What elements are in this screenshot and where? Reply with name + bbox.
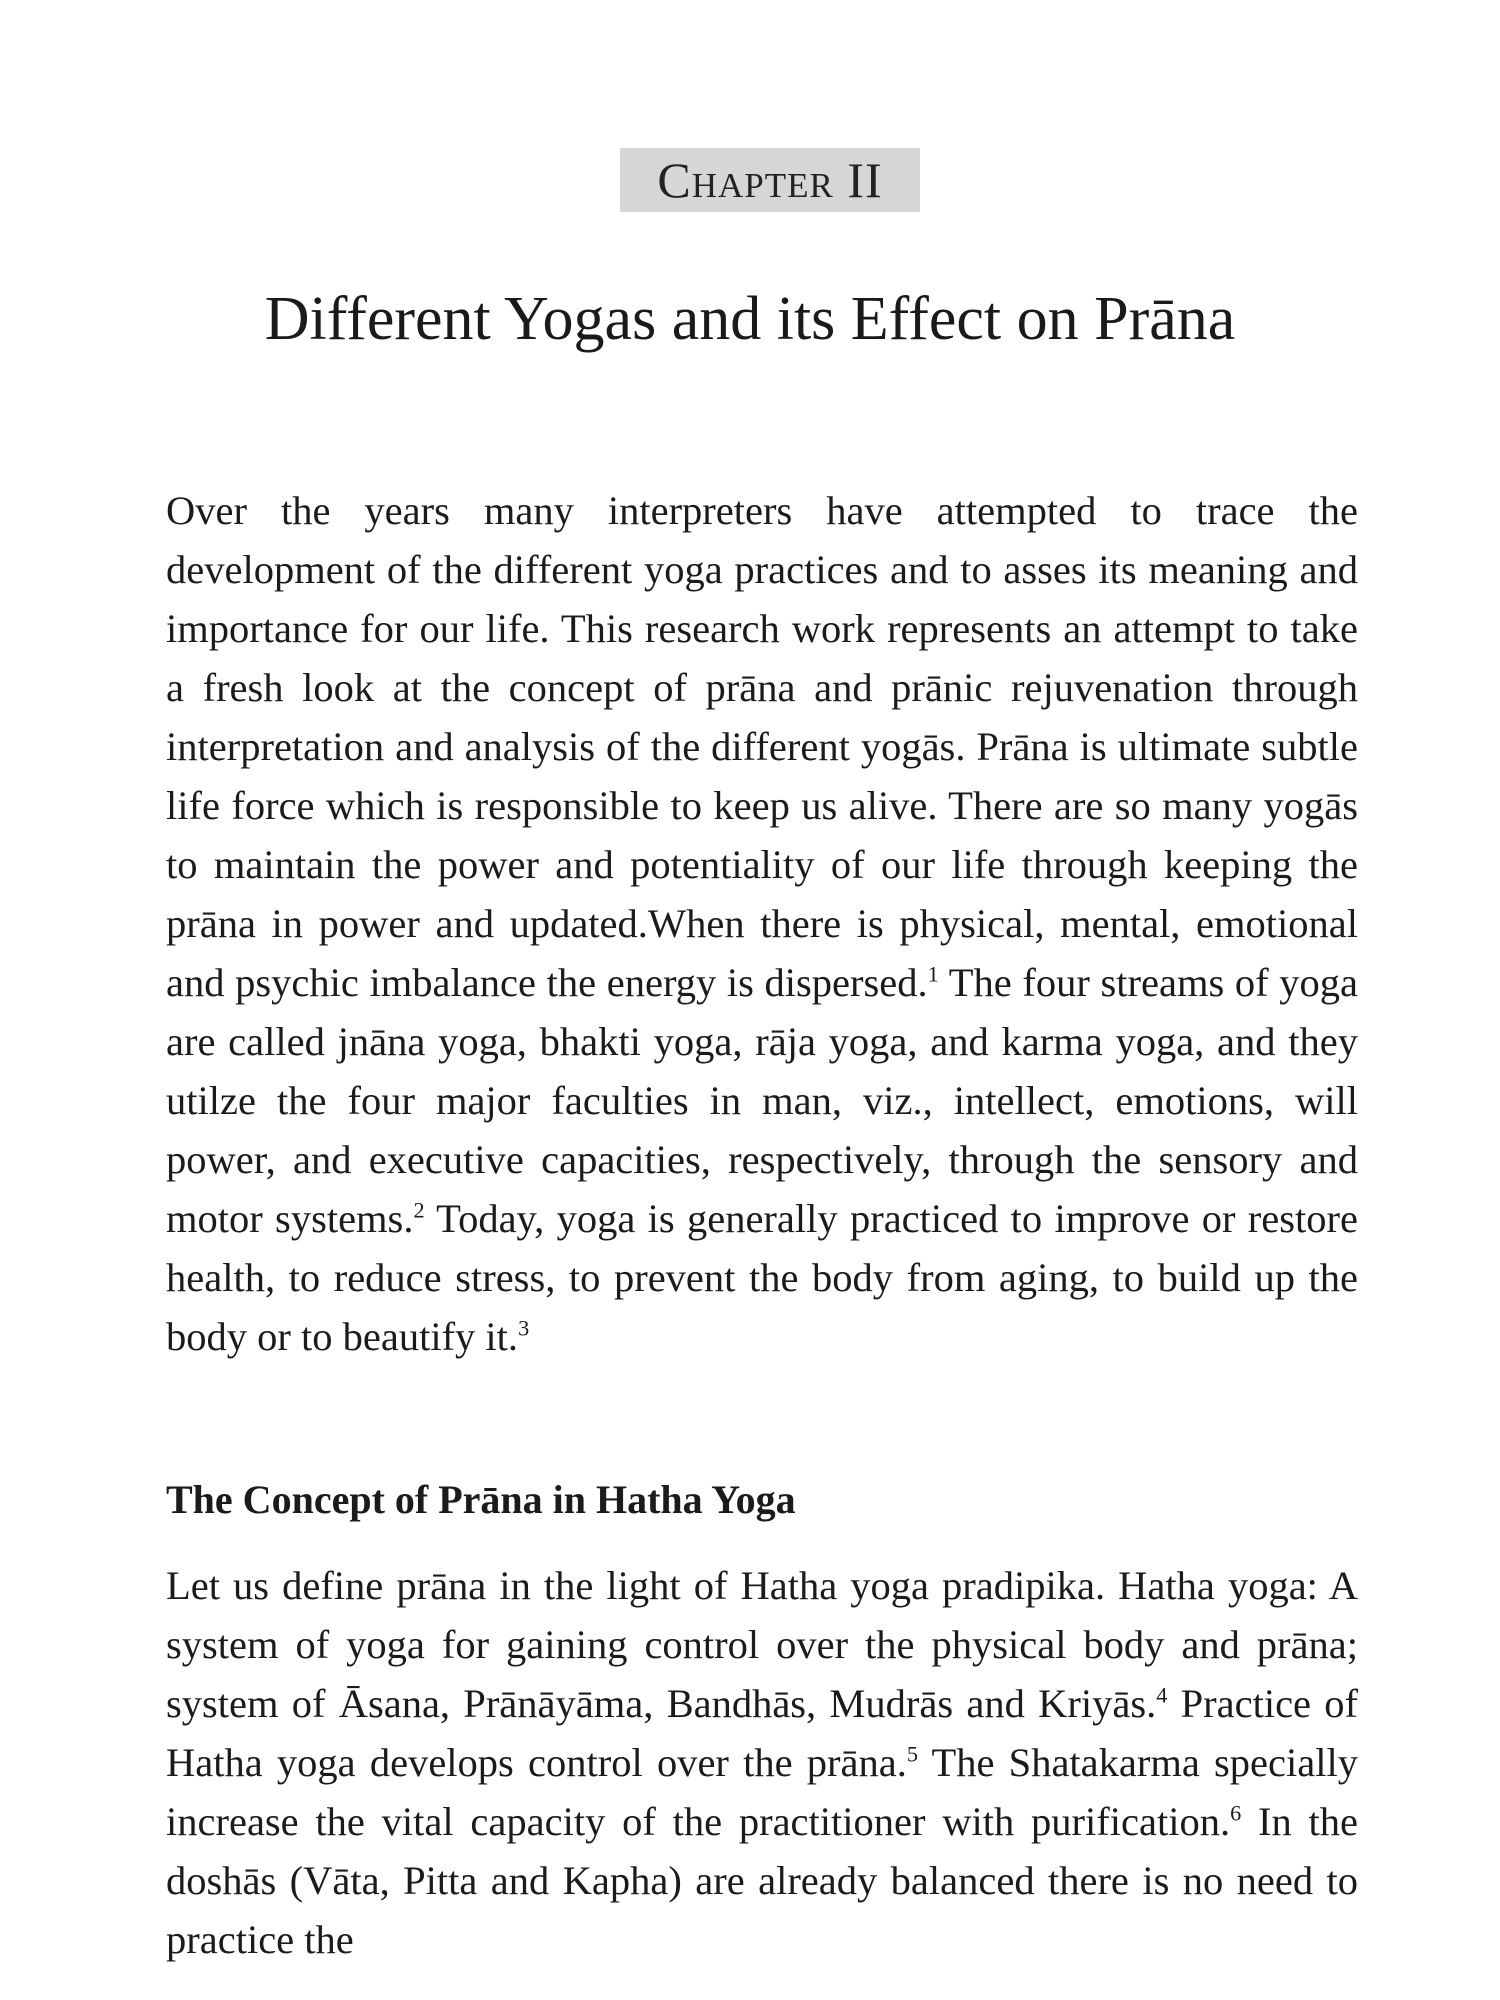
footnote-ref-6: 6 <box>1230 1800 1242 1826</box>
section-text-1: Let us define prāna in the light of Hatha yoga pradipika. Hatha yoga: A system of yoga for gaining control over the physical body and prāna; system of Āsana, Prānāyāma, Bandhās, Mudrās and Kriyās. <box>166 1563 1358 1726</box>
intro-text-2: The four streams of yoga are called jnāna yoga, bhakti yoga, rāja yoga, and karma yoga, and they utilze the four major faculties in man, viz., intellect, emotions, will power, and executive capacities, respectively, through the sensory and motor systems. <box>166 960 1358 1241</box>
section-text-3: The Shatakarma specially increase the vital capacity of the practitioner with purification. <box>166 1740 1358 1844</box>
intro-paragraph <box>166 481 1358 1366</box>
section-text-2: Practice of Hatha yoga develops control over the prāna. <box>166 1681 1358 1785</box>
intro-text-3: Today, yoga is generally practiced to improve or restore health, to reduce stress, to prevent the body from aging, to build up the body or to beautify it. <box>166 1196 1358 1359</box>
intro-text-1: Over the years many interpreters have attempted to trace the development of the different yoga practices and to asses its meaning and importance for our life. This research work represents an attempt to take a fresh look at the concept of prāna and prānic rejuvenation through interpretation and analysis of the different yogās. Prāna is ultimate subtle life force which is responsible to keep us alive. There are so many yogās to maintain the power and potentiality of our life through keeping the prāna in power and updated.When there is physical, mental, emotional and psychic imbalance the energy is dispersed. <box>166 488 1358 1005</box>
section-text-4: In the doshās (Vāta, Pitta and Kapha) are already balanced there is no need to practice the <box>166 1799 1358 1962</box>
section-heading: The Concept of Prāna in Hatha Yoga <box>166 1477 796 1522</box>
chapter-title: Different Yogas and its Effect on Prāna <box>264 285 1236 353</box>
footnote-ref-4: 4 <box>1156 1682 1168 1708</box>
footnote-ref-2: 2 <box>413 1197 425 1223</box>
footnote-ref-1: 1 <box>927 961 939 987</box>
chapter-label: Chapter II <box>620 148 920 212</box>
section-paragraph <box>166 1556 1358 1969</box>
footnote-ref-5: 5 <box>906 1741 919 1767</box>
footnote-ref-3: 3 <box>518 1315 530 1341</box>
